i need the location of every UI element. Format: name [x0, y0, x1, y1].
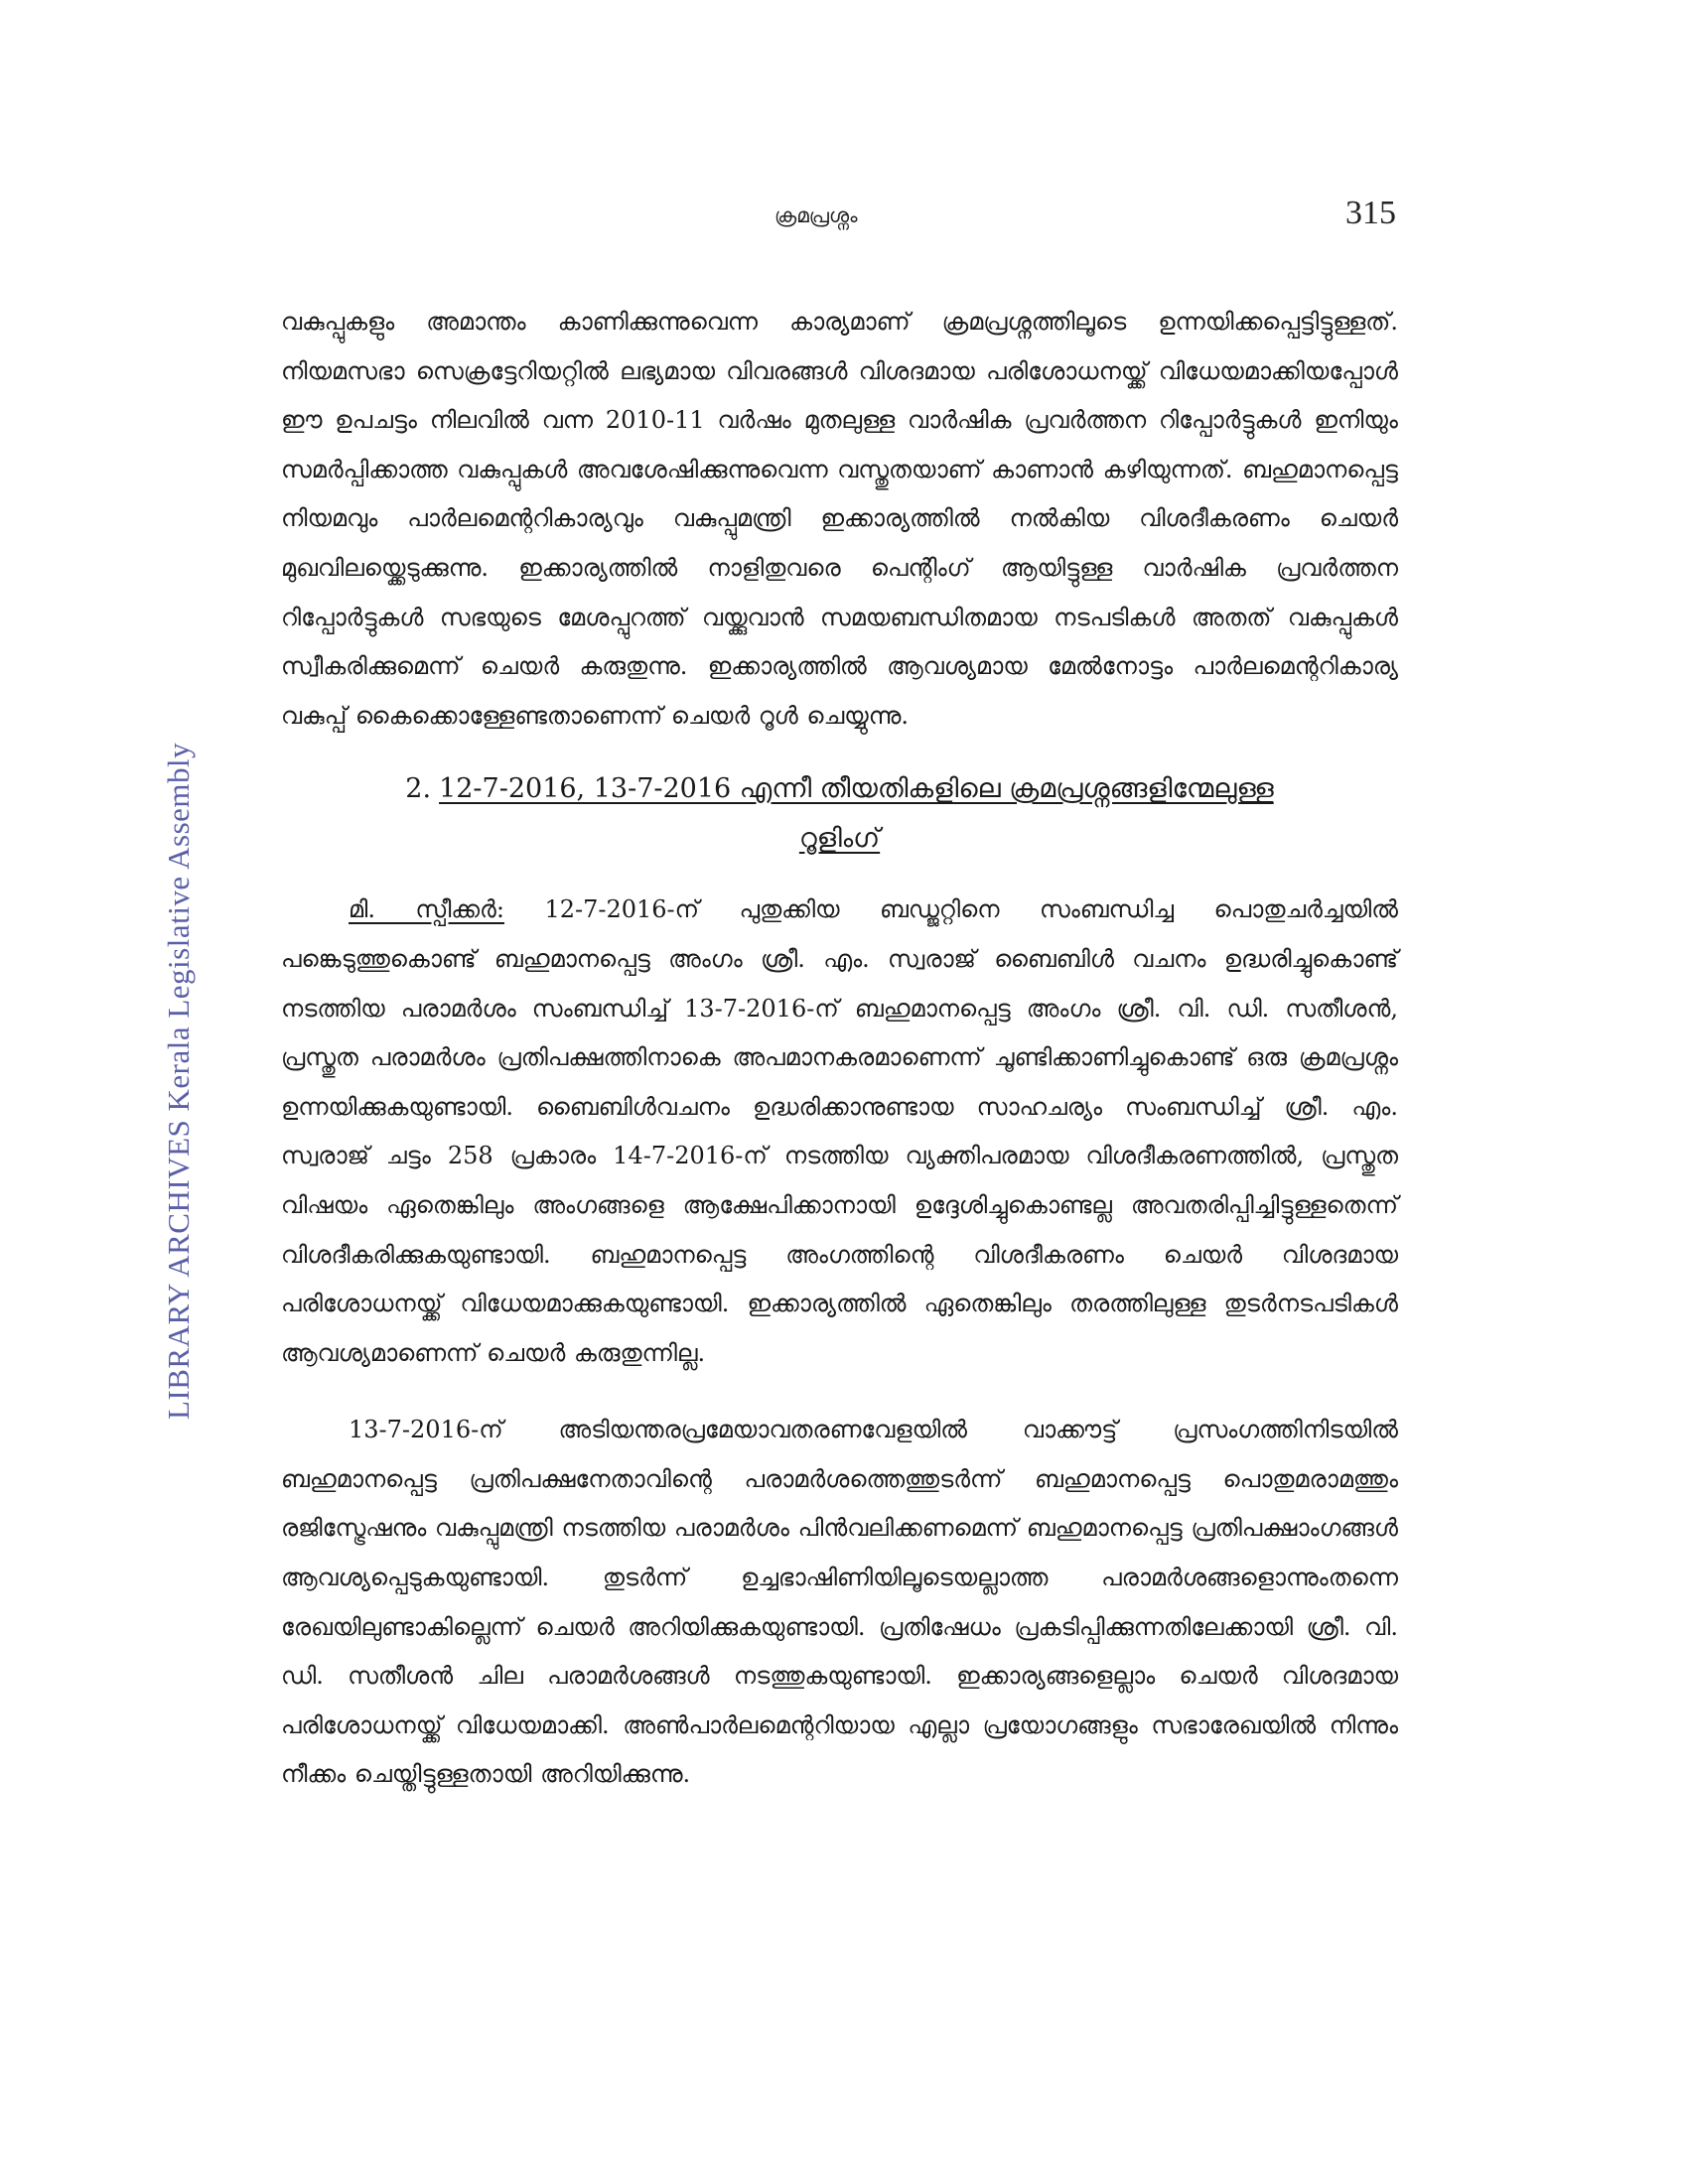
- ruling-paragraph-1-text: 12-7-2016-ന് പുതുക്കിയ ബഡ്ജറ്റിനെ സംബന്ധിച്ച പൊതുചർച്ചയിൽ പങ്കെടുത്തുകൊണ്ട് ബഹുമാനപ്പെട്ട അംഗം ശ്രീ. എം. സ്വരാജ് ബൈബിൾ വചനം ഉദ്ധരിച്ചുകൊണ്ട് നടത്തിയ പരാമർശം സംബന്ധിച്ച് 13-7-2016-ന് ബഹുമാനപ്പെട്ട അംഗം ശ്രീ. വി. ഡി. സതീശൻ, പ്രസ്തുത പരാമർശം പ്രതിപക്ഷത്തിനാകെ അപമാനകരമാണെന്ന് ചൂണ്ടിക്കാണിച്ചുകൊണ്ട് ഒരു ക്രമപ്രശ്നം ഉന്നയിക്കുകയുണ്ടായി. ബൈബിൾവചനം ഉദ്ധരിക്കാനുണ്ടായ സാഹചര്യം സംബന്ധിച്ച് ശ്രീ. എം. സ്വരാജ് ചട്ടം 258 പ്രകാരം 14-7-2016-ന് നടത്തിയ വ്യക്തിപരമായ വിശദീകരണത്തിൽ, പ്രസ്തുത വിഷയം ഏതെങ്കിലും അംഗങ്ങളെ ആക്ഷേപിക്കാനായി ഉദ്ദേശിച്ചുകൊണ്ടല്ല അവതരിപ്പിച്ചിട്ടുള്ളതെന്ന് വിശദീകരിക്കുകയുണ്ടായി. ബഹുമാനപ്പെട്ട അംഗത്തിന്റെ വിശദീകരണം ചെയർ വിശദമായ പരിശോധനയ്ക്ക് വിധേയമാക്കുകയുണ്ടായി. ഇക്കാര്യത്തിൽ ഏതെങ്കിലും തരത്തിലുള്ള തുടർനടപടികൾ ആവശ്യമാണെന്ന് ചെയർ കരുതുന്നില്ല.: [281, 895, 1398, 1367]
- page-body: [281, 298, 1398, 1800]
- ruling-paragraph-1: [281, 886, 1398, 1378]
- section-heading-line2: റൂളിംഗ്: [798, 823, 881, 855]
- paragraph-gap: [281, 1378, 1398, 1406]
- section-heading-line1: 12-7-2016, 13-7-2016 എന്നീ തീയതികളിലെ ക്രമപ്രശ്നങ്ങളിന്മേലുള്ള: [439, 773, 1274, 805]
- running-head: ക്രമപ്രശ്നം: [774, 204, 858, 227]
- ruling-paragraph-2: 13-7-2016-ന് അടിയന്തരപ്രമേയാവതരണവേളയിൽ വാക്കൗട്ട് പ്രസംഗത്തിനിടയിൽ ബഹുമാനപ്പെട്ട പ്രതിപക്ഷനേതാവിന്റെ പരാമർശത്തെത്തുടർന്ന് ബഹുമാനപ്പെട്ട പൊതുമരാമത്തും രജിസ്ട്രേഷനും വകുപ്പുമന്ത്രി നടത്തിയ പരാമർശം പിൻവലിക്കണമെന്ന് ബഹുമാനപ്പെട്ട പ്രതിപക്ഷാംഗങ്ങൾ ആവശ്യപ്പെടുകയുണ്ടായി. തുടർന്ന് ഉച്ചഭാഷിണിയിലൂടെയല്ലാത്ത പരാമർശങ്ങളൊന്നുംതന്നെ രേഖയിലുണ്ടാകില്ലെന്ന് ചെയർ അറിയിക്കുകയുണ്ടായി. പ്രതിഷേധം പ്രകടിപ്പിക്കുന്നതിലേക്കായി ശ്രീ. വി. ഡി. സതീശൻ ചില പരാമർശങ്ങൾ നടത്തുകയുണ്ടായി. ഇക്കാര്യങ്ങളെല്ലാം ചെയർ വിശദമായ പരിശോധനയ്ക്ക് വിധേയമാക്കി. അൺപാർലമെന്ററിയായ എല്ലാ പ്രയോഗങ്ങളും സഭാരേഖയിൽ നിന്നും നീക്കം ചെയ്തിട്ടുള്ളതായി അറിയിക്കുന്നു.: [281, 1416, 1398, 1789]
- side-watermark: LIBRARY ARCHIVES Kerala Legislative Assembly: [161, 742, 196, 1420]
- paragraph-continued: വകുപ്പുകളും അമാന്തം കാണിക്കുന്നുവെന്ന കാര്യമാണ് ക്രമപ്രശ്നത്തിലൂടെ ഉന്നയിക്കപ്പെട്ടിട്ടുള്ളത്. നിയമസഭാ സെക്രട്ടേറിയറ്റിൽ ലഭ്യമായ വിവരങ്ങൾ വിശദമായ പരിശോധനയ്ക്ക് വിധേയമാക്കിയപ്പോൾ ഈ ഉപചട്ടം നിലവിൽ വന്ന 2010-11 വർഷം മുതലുള്ള വാർഷിക പ്രവർത്തന റിപ്പോർട്ടുകൾ ഇനിയും സമർപ്പിക്കാത്ത വകുപ്പുകൾ അവശേഷിക്കുന്നുവെന്ന വസ്തുതയാണ് കാണാൻ കഴിയുന്നത്. ബഹുമാനപ്പെട്ട നിയമവും പാർലമെന്ററികാര്യവും വകുപ്പുമന്ത്രി ഇക്കാര്യത്തിൽ നൽകിയ വിശദീകരണം ചെയർ മുഖവിലയ്ക്കെടുക്കുന്നു. ഇക്കാര്യത്തിൽ നാളിതുവരെ പെന്റിംഗ് ആയിട്ടുള്ള വാർഷിക പ്രവർത്തന റിപ്പോർട്ടുകൾ സഭയുടെ മേശപ്പുറത്ത് വയ്ക്കുവാൻ സമയബന്ധിതമായ നടപടികൾ അതത് വകുപ്പുകൾ സ്വീകരിക്കുമെന്ന് ചെയർ കരുതുന്നു. ഇക്കാര്യത്തിൽ ആവശ്യമായ മേൽനോട്ടം പാർലമെന്ററികാര്യ വകുപ്പ് കൈക്കൊള്ളേണ്ടതാണെന്ന് ചെയർ റൂൾ ചെയ്യുന്നു.: [281, 308, 1398, 730]
- page-number: 315: [1345, 195, 1396, 231]
- section-heading: [281, 764, 1398, 864]
- section-number: 2.: [405, 773, 432, 805]
- speaker-label: മി. സ്പീക്കർ:: [349, 895, 504, 924]
